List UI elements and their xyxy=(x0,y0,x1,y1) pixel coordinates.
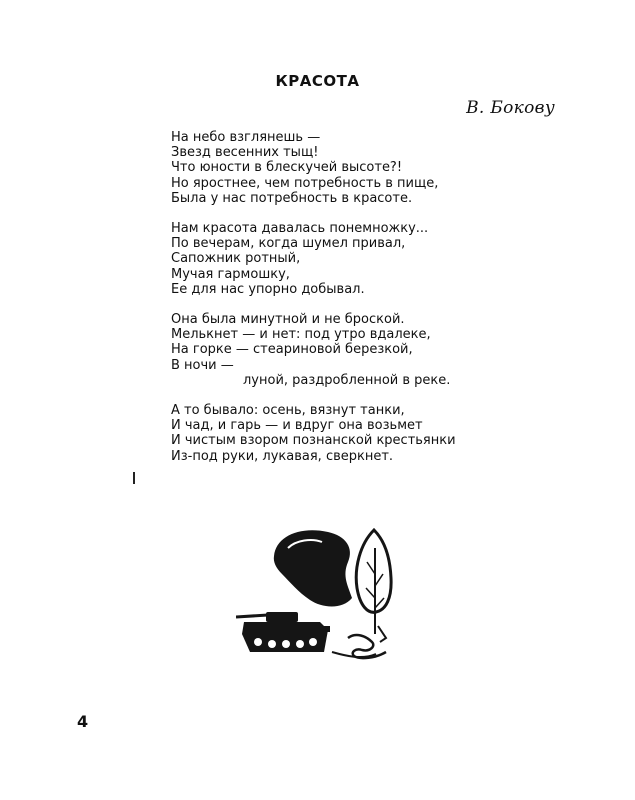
poem-line: Что юности в блескучей высоте?! xyxy=(171,160,403,176)
stanza-2 xyxy=(171,221,511,297)
poem-line: Она была минутной и не броской. xyxy=(171,312,405,328)
tank-icon xyxy=(236,612,330,652)
page-number: 4 xyxy=(77,712,89,731)
poem-line: Была у нас потребность в красоте. xyxy=(171,190,413,206)
poem-line: Мелькнет — и нет: под утро вдалеке, xyxy=(171,327,431,343)
tank-and-birch-illustration xyxy=(236,522,416,670)
ground-scribble xyxy=(348,635,386,658)
poem-line: Сапожник ротный, xyxy=(171,251,301,267)
poem-line: На небо взглянешь — xyxy=(171,130,321,145)
poem-dedication: В. Бокову xyxy=(466,98,555,118)
poem-line: В ночи — xyxy=(171,357,234,373)
dark-blotch xyxy=(274,530,352,606)
poem-line-indented: луной, раздробленной в реке. xyxy=(243,372,451,388)
margin-mark xyxy=(133,472,135,484)
poem-line: Мучая гармошку, xyxy=(171,266,290,282)
poem-line: Из-под руки, лукавая, сверкнет. xyxy=(171,448,394,464)
poem-line: И чад, и гарь — и вдруг она возьмет xyxy=(171,418,423,434)
poem-line: Нам красота давалась понемножку... xyxy=(171,221,429,237)
poem-line: По вечерам, когда шумел привал, xyxy=(171,236,406,252)
poem-line: А то бывало: осень, вязнут танки, xyxy=(171,403,405,419)
poem-line: Но яростнее, чем потребность в пище, xyxy=(171,175,439,191)
stanza-3 xyxy=(171,312,511,388)
stanza-4 xyxy=(171,403,511,464)
poem-line: На горке — стеариновой березкой, xyxy=(171,342,413,358)
stanza-1 xyxy=(171,130,511,206)
poem-line: Ее для нас упорно добывал. xyxy=(171,281,365,297)
poem-title: КРАСОТА xyxy=(275,72,360,90)
poem-line: И чистым взором познанской крестьянки xyxy=(171,433,456,449)
poem-body xyxy=(171,130,511,479)
poem-line: Звезд весенних тыщ! xyxy=(171,145,319,161)
